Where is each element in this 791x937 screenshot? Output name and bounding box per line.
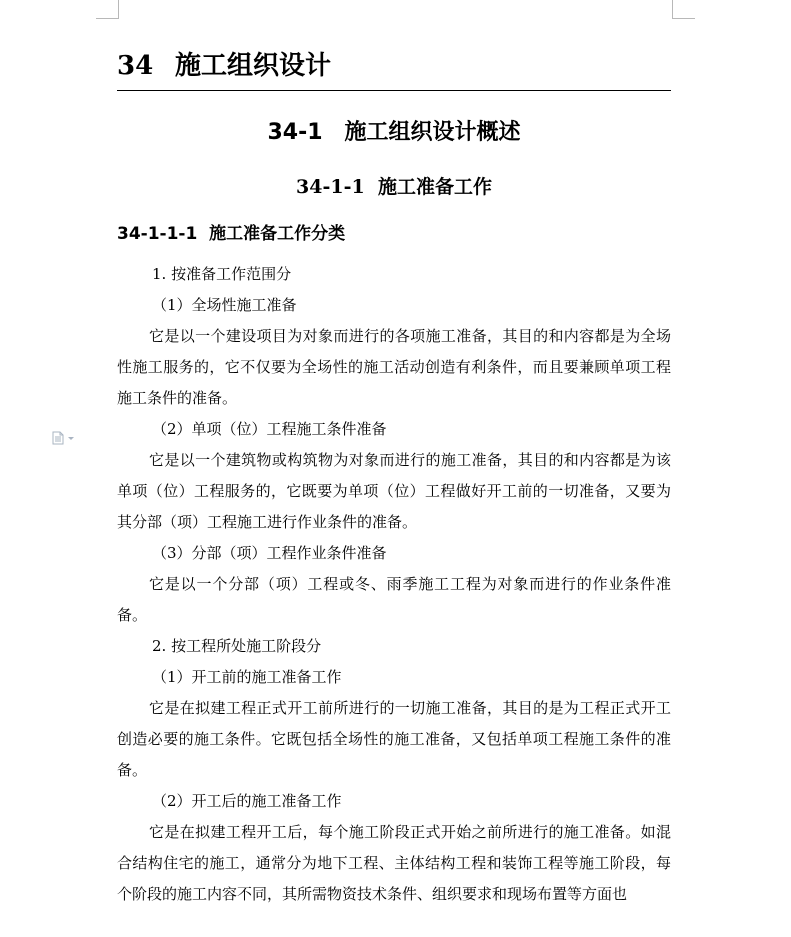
document-page: [117, 44, 671, 910]
page-corner-mark-right: [672, 0, 695, 19]
topic-number: 34-1-1-1: [117, 224, 198, 244]
paragraph-heading: （2）开工后的施工准备工作: [152, 792, 342, 810]
chapter-title: 施工组织设计: [175, 51, 332, 81]
paragraph-list: [117, 259, 671, 910]
section-number: 34-1: [267, 120, 323, 145]
paragraph-heading: 1. 按准备工作范围分: [152, 265, 292, 283]
paragraph-body: 它是以一个建设项目为对象而进行的各项施工准备，其目的和内容都是为全场性施工服务的，它不仅要为全场性的施工活动创造有利条件，而且要兼顾单项工程施工条件的准备。: [117, 327, 671, 407]
paragraph-body: 它是以一个分部（项）工程或冬、雨季施工工程为对象而进行的作业条件准备。: [117, 575, 671, 624]
subsection-number: 34-1-1: [296, 176, 365, 198]
paragraph-body: 它是以一个建筑物或构筑物为对象而进行的施工准备，其目的和内容都是为该单项（位）工程服务的，它既要为单项（位）工程做好开工前的一切准备，又要为其分部（项）工程施工进行作业条件的准备。: [117, 451, 671, 531]
chapter-number: 34: [117, 51, 154, 81]
chapter-heading: [117, 44, 671, 91]
paragraph-heading: （1）全场性施工准备: [152, 296, 297, 314]
section-heading: [117, 116, 671, 150]
paragraph-body: 它是在拟建工程正式开工前所进行的一切施工准备，其目的是为工程正式开工创造必要的施工条件。它既包括全场性的施工准备，又包括单项工程施工条件的准备。: [117, 699, 671, 779]
topic-heading: [117, 219, 671, 249]
subsection-title: 施工准备工作: [377, 176, 492, 198]
section-title: 施工组织设计概述: [344, 120, 521, 145]
subsection-heading: [117, 172, 671, 202]
topic-title: 施工准备工作分类: [209, 224, 346, 244]
paragraph-body: 它是在拟建工程开工后，每个施工阶段正式开始之前所进行的施工准备。如混合结构住宅的施工，通常分为地下工程、主体结构工程和装饰工程等施工阶段，每个阶段的施工内容不同，其所需物资技术条件、组织要求和现场布置等方面也: [117, 823, 671, 903]
paragraph-heading: （2）单项（位）工程施工条件准备: [152, 420, 387, 438]
paragraph-heading: 2. 按工程所处施工阶段分: [152, 637, 322, 655]
paragraph-heading: （3）分部（项）工程作业条件准备: [152, 544, 387, 562]
page-corner-mark-left: [96, 0, 119, 19]
paragraph-heading: （1）开工前的施工准备工作: [152, 668, 342, 686]
document-icon[interactable]: [52, 430, 80, 444]
